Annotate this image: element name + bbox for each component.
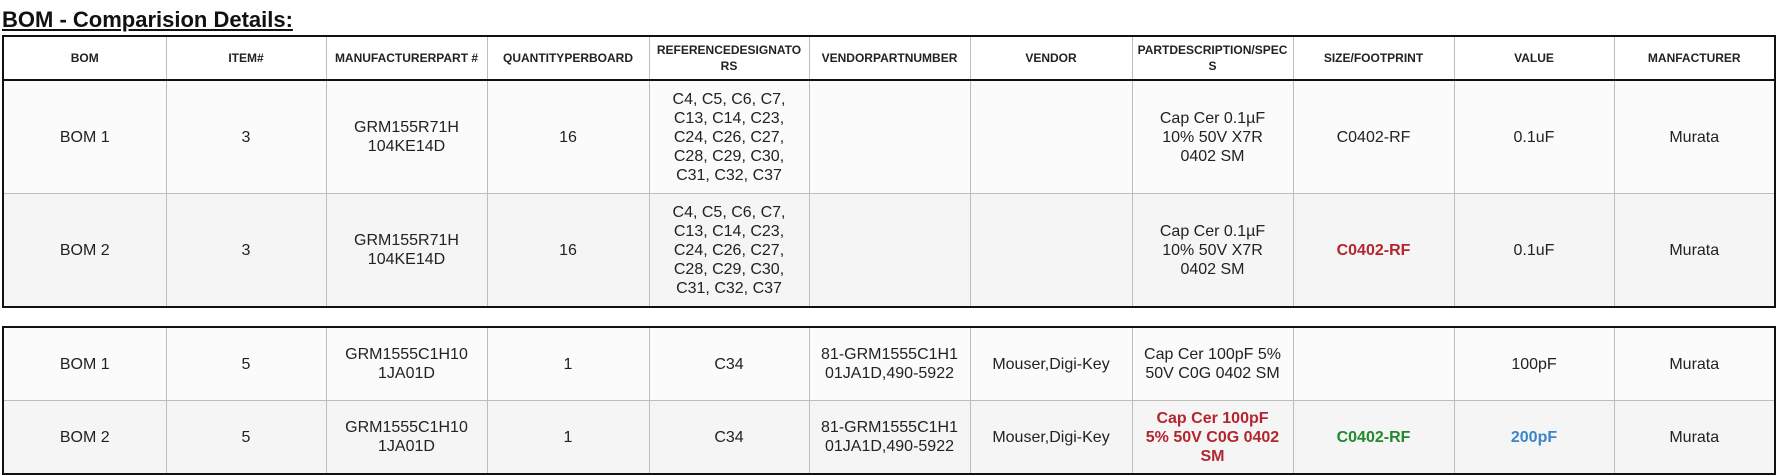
header-reference-designators: REFERENCEDESIGNATORS bbox=[649, 36, 809, 80]
cell-item: 3 bbox=[166, 80, 326, 194]
cell-description: Cap Cer 0.1µF 10% 50V X7R 0402 SM bbox=[1132, 80, 1293, 194]
cell-description: Cap Cer 0.1µF 10% 50V X7R 0402 SM bbox=[1132, 194, 1293, 308]
cell-value: 100pF bbox=[1454, 327, 1614, 401]
cell-vendor bbox=[970, 194, 1132, 308]
cell-bom: BOM 2 bbox=[3, 401, 166, 475]
cell-vendor-pn bbox=[809, 80, 970, 194]
cell-mpn: GRM1555C1H101JA01D bbox=[326, 327, 487, 401]
header-value: VALUE bbox=[1454, 36, 1614, 80]
cell-footprint bbox=[1293, 327, 1454, 401]
cell-mpn: GRM1555C1H101JA01D bbox=[326, 401, 487, 475]
comparison-table-item-5 bbox=[2, 326, 1776, 475]
cell-vendor: Mouser,Digi-Key bbox=[970, 401, 1132, 475]
cell-manufacturer: Murata bbox=[1614, 80, 1775, 194]
page-title: BOM - Comparision Details: bbox=[2, 7, 293, 32]
cell-bom: BOM 2 bbox=[3, 194, 166, 308]
cell-description-diff: Cap Cer 100pF 5% 50V C0G 0402 SM bbox=[1132, 401, 1293, 475]
cell-description: Cap Cer 100pF 5% 50V C0G 0402 SM bbox=[1132, 327, 1293, 401]
cell-vendor-pn: 81-GRM1555C1H101JA1D,490-5922 bbox=[809, 401, 970, 475]
table-row bbox=[3, 80, 1775, 194]
cell-vendor bbox=[970, 80, 1132, 194]
comparison-table-item-3 bbox=[2, 35, 1776, 308]
table-row bbox=[3, 327, 1775, 401]
cell-footprint-diff: C0402-RF bbox=[1293, 194, 1454, 308]
cell-bom: BOM 1 bbox=[3, 327, 166, 401]
header-manufacturer-part: MANUFACTURERPART # bbox=[326, 36, 487, 80]
header-item: ITEM# bbox=[166, 36, 326, 80]
cell-value: 0.1uF bbox=[1454, 194, 1614, 308]
header-vendor: VENDOR bbox=[970, 36, 1132, 80]
cell-manufacturer: Murata bbox=[1614, 327, 1775, 401]
cell-vendor: Mouser,Digi-Key bbox=[970, 327, 1132, 401]
header-vendor-part-number: VENDORPARTNUMBER bbox=[809, 36, 970, 80]
cell-footprint-diff: C0402-RF bbox=[1293, 401, 1454, 475]
cell-qty: 16 bbox=[487, 194, 649, 308]
cell-vendor-pn: 81-GRM1555C1H101JA1D,490-5922 bbox=[809, 327, 970, 401]
cell-refdes: C4, C5, C6, C7, C13, C14, C23, C24, C26, C27, C28, C29, C30, C31, C32, C37 bbox=[649, 194, 809, 308]
cell-mpn: GRM155R71H104KE14D bbox=[326, 80, 487, 194]
header-bom: BOM bbox=[3, 36, 166, 80]
cell-manufacturer: Murata bbox=[1614, 401, 1775, 475]
header-row bbox=[3, 36, 1775, 80]
cell-refdes: C4, C5, C6, C7, C13, C14, C23, C24, C26, C27, C28, C29, C30, C31, C32, C37 bbox=[649, 80, 809, 194]
cell-qty: 1 bbox=[487, 327, 649, 401]
header-size-footprint: SIZE/FOOTPRINT bbox=[1293, 36, 1454, 80]
cell-refdes: C34 bbox=[649, 327, 809, 401]
cell-mpn: GRM155R71H104KE14D bbox=[326, 194, 487, 308]
cell-item: 5 bbox=[166, 327, 326, 401]
table-row bbox=[3, 194, 1775, 308]
header-part-description: PARTDESCRIPTION/SPECS bbox=[1132, 36, 1293, 80]
cell-qty: 16 bbox=[487, 80, 649, 194]
cell-vendor-pn bbox=[809, 194, 970, 308]
cell-item: 5 bbox=[166, 401, 326, 475]
cell-item: 3 bbox=[166, 194, 326, 308]
header-manufacturer: MANFACTURER bbox=[1614, 36, 1775, 80]
cell-footprint: C0402-RF bbox=[1293, 80, 1454, 194]
table-row bbox=[3, 401, 1775, 475]
cell-refdes: C34 bbox=[649, 401, 809, 475]
cell-value: 0.1uF bbox=[1454, 80, 1614, 194]
cell-bom: BOM 1 bbox=[3, 80, 166, 194]
cell-qty: 1 bbox=[487, 401, 649, 475]
cell-value-diff: 200pF bbox=[1454, 401, 1614, 475]
cell-manufacturer: Murata bbox=[1614, 194, 1775, 308]
header-quantity: QUANTITYPERBOARD bbox=[487, 36, 649, 80]
